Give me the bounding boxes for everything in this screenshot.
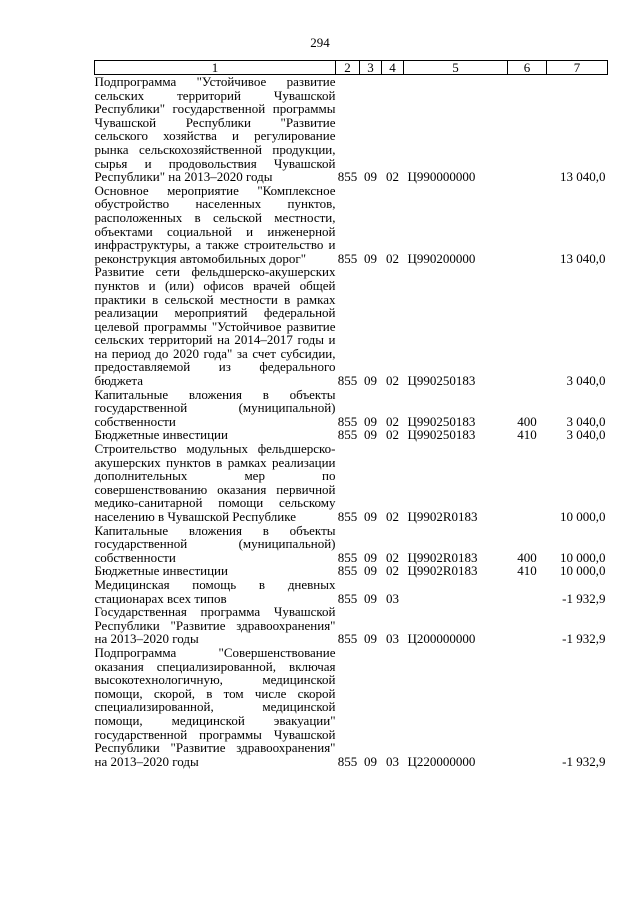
- column-number: 6: [508, 61, 547, 75]
- subsection-code: 02: [386, 373, 399, 389]
- row-name: Государственная программа Чувашской Республики "Развитие здравоохранения" на 2013–2020 годы: [94, 604, 336, 647]
- admin-code: 855: [337, 753, 358, 769]
- admin-code: 855: [337, 631, 358, 647]
- expense-type-code: [508, 442, 547, 524]
- subsection-code: 03: [386, 590, 399, 606]
- expense-type-code: [508, 605, 547, 646]
- row-name: Медицинская помощь в дневных стационарах всех типов: [94, 576, 336, 606]
- subsection-code: 02: [386, 563, 399, 579]
- target-article-code: Ц990250183: [407, 413, 476, 429]
- admin-code: 855: [337, 509, 358, 524]
- amount: -1 932,9: [562, 631, 606, 647]
- column-number: 5: [404, 61, 508, 75]
- section-code: 09: [364, 509, 377, 524]
- section-code: 09: [364, 563, 377, 579]
- target-article-code: Ц990200000: [407, 250, 476, 266]
- row-name: Подпрограмма "Совершенствование оказания специализированной, включая высокотехнологичную, медицинской помощи, скорой, в том числе скорой специализированной, медицинской помощи, медицинской эвакуации" государственной программы Чувашской Республики "Развитие здравоохранения" на 2013–2020 годы: [94, 644, 336, 769]
- expense-type-code: 410: [517, 427, 537, 443]
- admin-code: 855: [337, 590, 358, 606]
- table-row: [95, 442, 608, 524]
- section-code: 09: [364, 590, 377, 606]
- admin-code: 855: [337, 427, 358, 443]
- section-code: 09: [364, 413, 377, 429]
- row-name: Строительство модульных фельдшерско-акушерских пунктов в рамках реализации дополнительных мер по совершенствованию оказания первичной медико-санитарной помощи сельскому населению в Чувашской Республике: [94, 441, 336, 524]
- expense-type-code: 400: [517, 413, 537, 429]
- subsection-code: 02: [386, 549, 399, 565]
- target-article-code: Ц220000000: [407, 753, 476, 769]
- budget-table: [94, 60, 608, 768]
- subsection-code: 02: [386, 250, 399, 266]
- amount: 3 040,0: [566, 427, 606, 443]
- column-number: 1: [95, 61, 336, 75]
- target-article-code: Ц9902R0183: [407, 563, 478, 579]
- target-article-code: Ц9902R0183: [407, 509, 478, 524]
- amount: 10 000,0: [560, 509, 606, 524]
- table-row: [95, 388, 608, 429]
- table-row: [95, 428, 608, 442]
- table-row: [95, 75, 608, 184]
- table-row: [95, 524, 608, 565]
- amount: 10 000,0: [560, 563, 606, 579]
- admin-code: 855: [337, 413, 358, 429]
- subsection-code: 02: [386, 413, 399, 429]
- table-row: [95, 646, 608, 768]
- amount: 13 040,0: [560, 169, 606, 185]
- amount: -1 932,9: [562, 590, 606, 606]
- column-number: 7: [547, 61, 608, 75]
- target-article-code: Ц200000000: [407, 631, 476, 647]
- section-code: 09: [364, 427, 377, 443]
- column-number: 2: [336, 61, 360, 75]
- row-name: Подпрограмма "Устойчивое развитие сельских территорий Чувашской Республики" государственной программы Чувашской Республики "Развитие сельского хозяйства и регулирование рынка сельскохозяйственной продукции, сырья и продовольствия Чувашской Республики" на 2013–2020 годы: [94, 74, 336, 185]
- section-code: 09: [364, 169, 377, 185]
- target-article-code: Ц990250183: [407, 373, 476, 389]
- row-name: Бюджетные инвестиции: [94, 427, 228, 443]
- expense-type-code: [508, 75, 547, 184]
- admin-code: 855: [337, 250, 358, 266]
- target-article-code: Ц990250183: [407, 427, 476, 443]
- column-number: 4: [382, 61, 404, 75]
- subsection-code: 03: [386, 631, 399, 647]
- subsection-code: 02: [386, 509, 399, 524]
- expense-type-code: [508, 646, 547, 768]
- subsection-code: 02: [386, 169, 399, 185]
- expense-type-code: [508, 265, 547, 387]
- admin-code: 855: [337, 169, 358, 185]
- column-number: 3: [360, 61, 382, 75]
- expense-type-code: [508, 578, 547, 605]
- target-article-code: Ц9902R0183: [407, 549, 478, 565]
- table-row: [95, 265, 608, 387]
- table-row: [95, 184, 608, 266]
- row-name: Бюджетные инвестиции: [94, 563, 228, 579]
- section-code: 09: [364, 753, 377, 769]
- target-article-code: Ц990000000: [407, 169, 476, 185]
- row-name: Развитие сети фельдшерско-акушерских пунктов и (или) офисов врачей общей практики в сельской местности в рамках реализации мероприятий федеральной целевой программы "Устойчивое развитие сельских территорий на 2014–2017 годы и на период до 2020 года" за счет субсидии, предоставляемой из федерального бюджета: [94, 264, 336, 389]
- row-name: Основное мероприятие "Комплексное обустройство населенных пунктов, расположенных в сельской местности, объектами социальной и инженерной инфраструктуры, а также строительство и реконструкция автомобильных дорог": [94, 182, 336, 266]
- admin-code: 855: [337, 563, 358, 579]
- column-number-row: [95, 61, 608, 75]
- expense-type-code: 400: [517, 549, 537, 565]
- target-article-code: [404, 578, 508, 605]
- table-row: [95, 605, 608, 646]
- admin-code: 855: [337, 373, 358, 389]
- subsection-code: 03: [386, 753, 399, 769]
- expense-type-code: [508, 184, 547, 266]
- amount: -1 932,9: [562, 753, 606, 769]
- page-number: 294: [310, 35, 330, 50]
- amount: 13 040,0: [560, 250, 606, 266]
- subsection-code: 02: [386, 427, 399, 443]
- amount: 3 040,0: [566, 413, 606, 429]
- section-code: 09: [364, 549, 377, 565]
- row-name: Капитальные вложения в объекты государственной (муниципальной) собственности: [94, 522, 336, 565]
- admin-code: 855: [337, 549, 358, 565]
- amount: 10 000,0: [560, 549, 606, 565]
- section-code: 09: [364, 631, 377, 647]
- expense-type-code: 410: [517, 563, 537, 579]
- row-name: Капитальные вложения в объекты государственной (муниципальной) собственности: [94, 386, 336, 429]
- section-code: 09: [364, 373, 377, 389]
- table-row: [95, 564, 608, 578]
- section-code: 09: [364, 250, 377, 266]
- table-row: [95, 578, 608, 605]
- amount: 3 040,0: [566, 373, 606, 389]
